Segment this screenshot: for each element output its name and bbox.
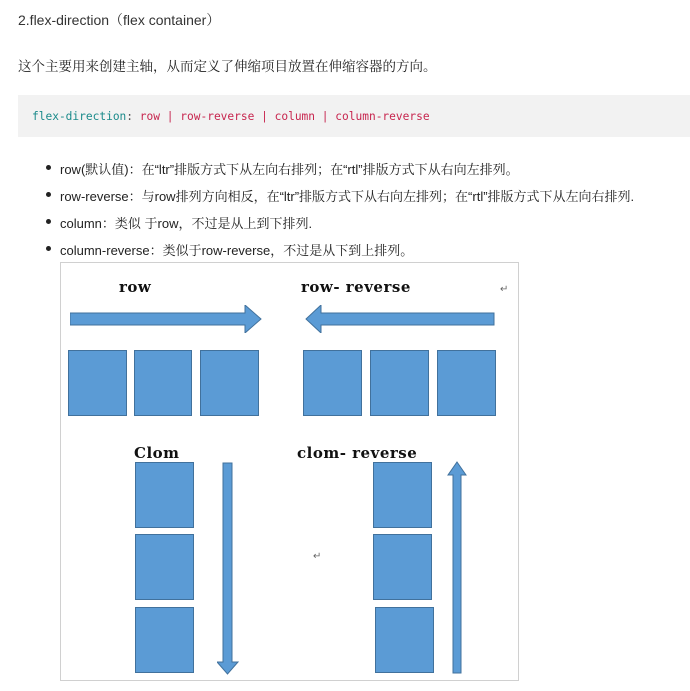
- arrow-left-icon: [305, 305, 495, 333]
- column-reverse-item-box: [373, 534, 432, 600]
- row-reverse-item-box: [370, 350, 429, 416]
- row-reverse-item-box: [303, 350, 362, 416]
- flex-direction-diagram: [60, 262, 519, 681]
- code-property: flex-direction: [32, 110, 127, 123]
- list-item-row-reverse: row-reverse：与row排列方向相反，在“ltr”排版方式下从右向左排列；在“rtl”排版方式下从左向右排列.: [46, 186, 634, 213]
- code-separator: |: [321, 110, 329, 123]
- value-list: [46, 159, 634, 267]
- column-item-box: [135, 534, 194, 600]
- code-line: [32, 110, 430, 123]
- row-item-box: [134, 350, 192, 416]
- code-separator: |: [166, 110, 174, 123]
- return-mark: ↵: [500, 284, 509, 295]
- label-column-reverse: clom- reverse: [297, 444, 418, 462]
- code-value-column-reverse: column-reverse: [335, 110, 430, 123]
- code-separator: |: [261, 110, 268, 123]
- row-item-box: [200, 350, 259, 416]
- column-item-box: [135, 607, 194, 673]
- section-heading: 2.flex-direction（flex container）: [18, 12, 221, 28]
- row-item-box: [68, 350, 127, 416]
- return-mark: ↵: [313, 551, 322, 562]
- list-item-row: row(默认值)：在“ltr”排版方式下从左向右排列；在“rtl”排版方式下从右向左排列。: [46, 159, 634, 186]
- code-value-row: row: [139, 110, 161, 123]
- column-reverse-item-box: [373, 462, 432, 528]
- code-colon: :: [126, 110, 134, 123]
- label-row: row: [119, 278, 152, 296]
- arrow-down-icon: [217, 462, 239, 675]
- code-value-column: column: [274, 110, 316, 123]
- intro-paragraph: 这个主要用来创建主轴，从而定义了伸缩项目放置在伸缩容器的方向。: [18, 59, 437, 74]
- label-column: Clom: [134, 444, 180, 462]
- arrow-up-icon: [447, 461, 467, 674]
- column-reverse-item-box: [375, 607, 434, 673]
- arrow-right-icon: [70, 305, 262, 333]
- list-item-column-reverse: column-reverse：类似于row-reverse，不过是从下到上排列。: [46, 240, 634, 267]
- label-row-reverse: row- reverse: [301, 278, 411, 296]
- code-block: [18, 95, 690, 137]
- column-item-box: [135, 462, 194, 528]
- code-value-row-reverse: row-reverse: [180, 110, 255, 123]
- list-item-column: column：类似 于row，不过是从上到下排列.: [46, 213, 634, 240]
- row-reverse-item-box: [437, 350, 496, 416]
